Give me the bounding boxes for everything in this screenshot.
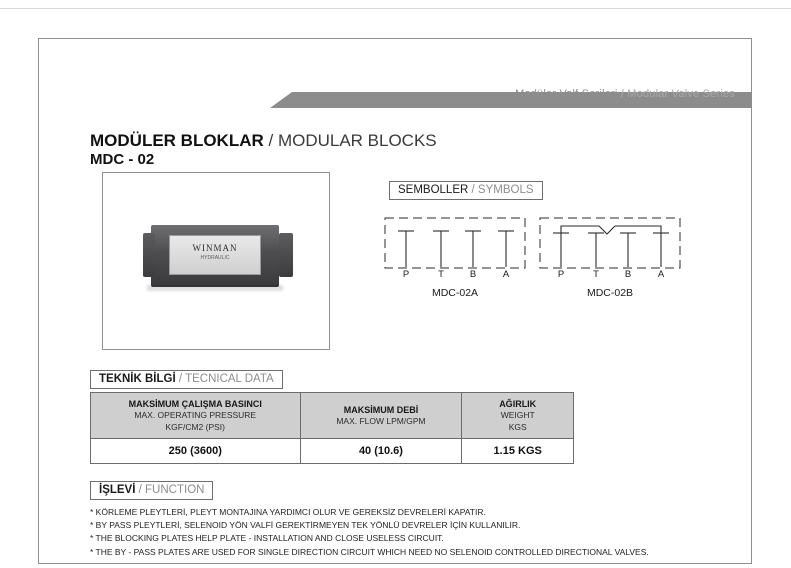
symbols-label-en: SYMBOLS xyxy=(477,184,534,196)
port-label: T xyxy=(593,269,599,280)
function-line: * THE BLOCKING PLATES HELP PLATE - INSTALLATION AND CLOSE USELESS CIRCUIT. xyxy=(90,533,444,544)
header-series-en: Modular Valve Series xyxy=(627,88,735,100)
header-line-unit: KGS xyxy=(508,421,527,432)
table-header-cell xyxy=(462,393,574,439)
header-line-tr: MAKSİMUM ÇALIŞMA BASINCI xyxy=(128,399,262,409)
valve-illustration xyxy=(143,221,293,293)
symbol-a-ports xyxy=(384,269,526,281)
symbol-diagram-b xyxy=(539,217,681,269)
symbols-section-label xyxy=(389,181,543,200)
function-description xyxy=(90,506,690,559)
technical-label-sep: / xyxy=(175,373,186,385)
header-line-tr: MAKSİMUM DEBİ xyxy=(343,404,419,415)
function-label-en: FUNCTION xyxy=(145,484,205,496)
symbols-label-tr: SEMBOLLER xyxy=(398,184,469,196)
top-divider xyxy=(0,8,791,9)
table-header-row xyxy=(91,393,574,439)
header-line-unit: KGF/CM2 (PSI) xyxy=(165,421,226,432)
port-label: A xyxy=(502,269,510,280)
table-cell-pressure: 250 (3600) xyxy=(91,439,301,464)
technical-data-table xyxy=(90,392,574,464)
port-label: P xyxy=(402,269,410,280)
symbols-label-sep: / xyxy=(468,184,478,196)
port-label: A xyxy=(657,269,665,280)
header-line-en: MAX. FLOW LPM/GPM xyxy=(336,415,426,426)
symbol-b-ports xyxy=(539,269,681,281)
header-series-label xyxy=(515,88,735,100)
function-line: * KÖRLEME PLEYTLERİ, PLEYT MONTAJINA YARDIMCI OLUR VE GEREKSİZ DEVRELERİ KAPATIR. xyxy=(90,507,486,517)
table-header-cell xyxy=(91,393,301,439)
header-series-sep: / xyxy=(617,88,628,100)
technical-data-label xyxy=(90,370,283,389)
function-line: * THE BY - PASS PLATES ARE USED FOR SINGLE DIRECTION CIRCUIT WHICH NEED NO SELENOID CONTROLLED DIRECTIONAL VALVES. xyxy=(90,546,649,557)
function-line: * BY PASS PLEYTLERİ, SELENOID YÖN VALFİ GEREKTİRMEYEN TEK YÖNLÜ DEVRELER İÇİN KULLANILIR. xyxy=(90,520,521,531)
symbol-a-caption: MDC-02A xyxy=(431,287,479,299)
technical-label-tr: TEKNİK BİLGİ xyxy=(99,373,176,385)
port-label: P xyxy=(557,269,565,280)
model-number: MDC - 02 xyxy=(90,151,155,168)
symbol-diagram-a xyxy=(384,217,526,269)
table-header-cell xyxy=(300,393,462,439)
port-label: T xyxy=(438,269,444,280)
valve-cap-right xyxy=(279,233,293,277)
header-line-en: MAX. OPERATING PRESSURE xyxy=(134,410,257,421)
symbol-a-svg xyxy=(384,217,526,269)
page-title-sep: / xyxy=(263,131,278,150)
port-label: B xyxy=(469,269,477,280)
table-cell-weight: 1.15 KGS xyxy=(462,439,574,464)
function-section-label xyxy=(90,481,213,500)
header-line-tr: AĞIRLIK xyxy=(499,399,537,409)
function-label-sep: / xyxy=(135,484,146,496)
header-line-en: WEIGHT xyxy=(500,410,535,421)
table-cell-flow: 40 (10.6) xyxy=(300,439,462,464)
page-title-tr: MODÜLER BLOKLAR xyxy=(90,131,264,150)
page-title-en: MODULAR BLOCKS xyxy=(277,131,437,150)
symbol-b-svg xyxy=(539,217,681,269)
valve-nameplate xyxy=(169,235,261,275)
product-photo xyxy=(102,172,330,350)
valve-shadow xyxy=(147,285,283,291)
port-label: B xyxy=(624,269,632,280)
technical-label-en: TECNICAL DATA xyxy=(185,373,274,385)
page-title xyxy=(90,131,437,151)
function-label-tr: İŞLEVİ xyxy=(99,484,136,496)
table-row xyxy=(91,439,574,464)
brand-name: WINMAN xyxy=(192,243,238,253)
brand-subtitle: HYDRAULIC xyxy=(200,255,230,261)
header-series-tr: Modüler Valf Serileri xyxy=(515,88,618,100)
valve-cap-left xyxy=(143,233,155,277)
symbol-b-caption: MDC-02B xyxy=(586,287,634,299)
